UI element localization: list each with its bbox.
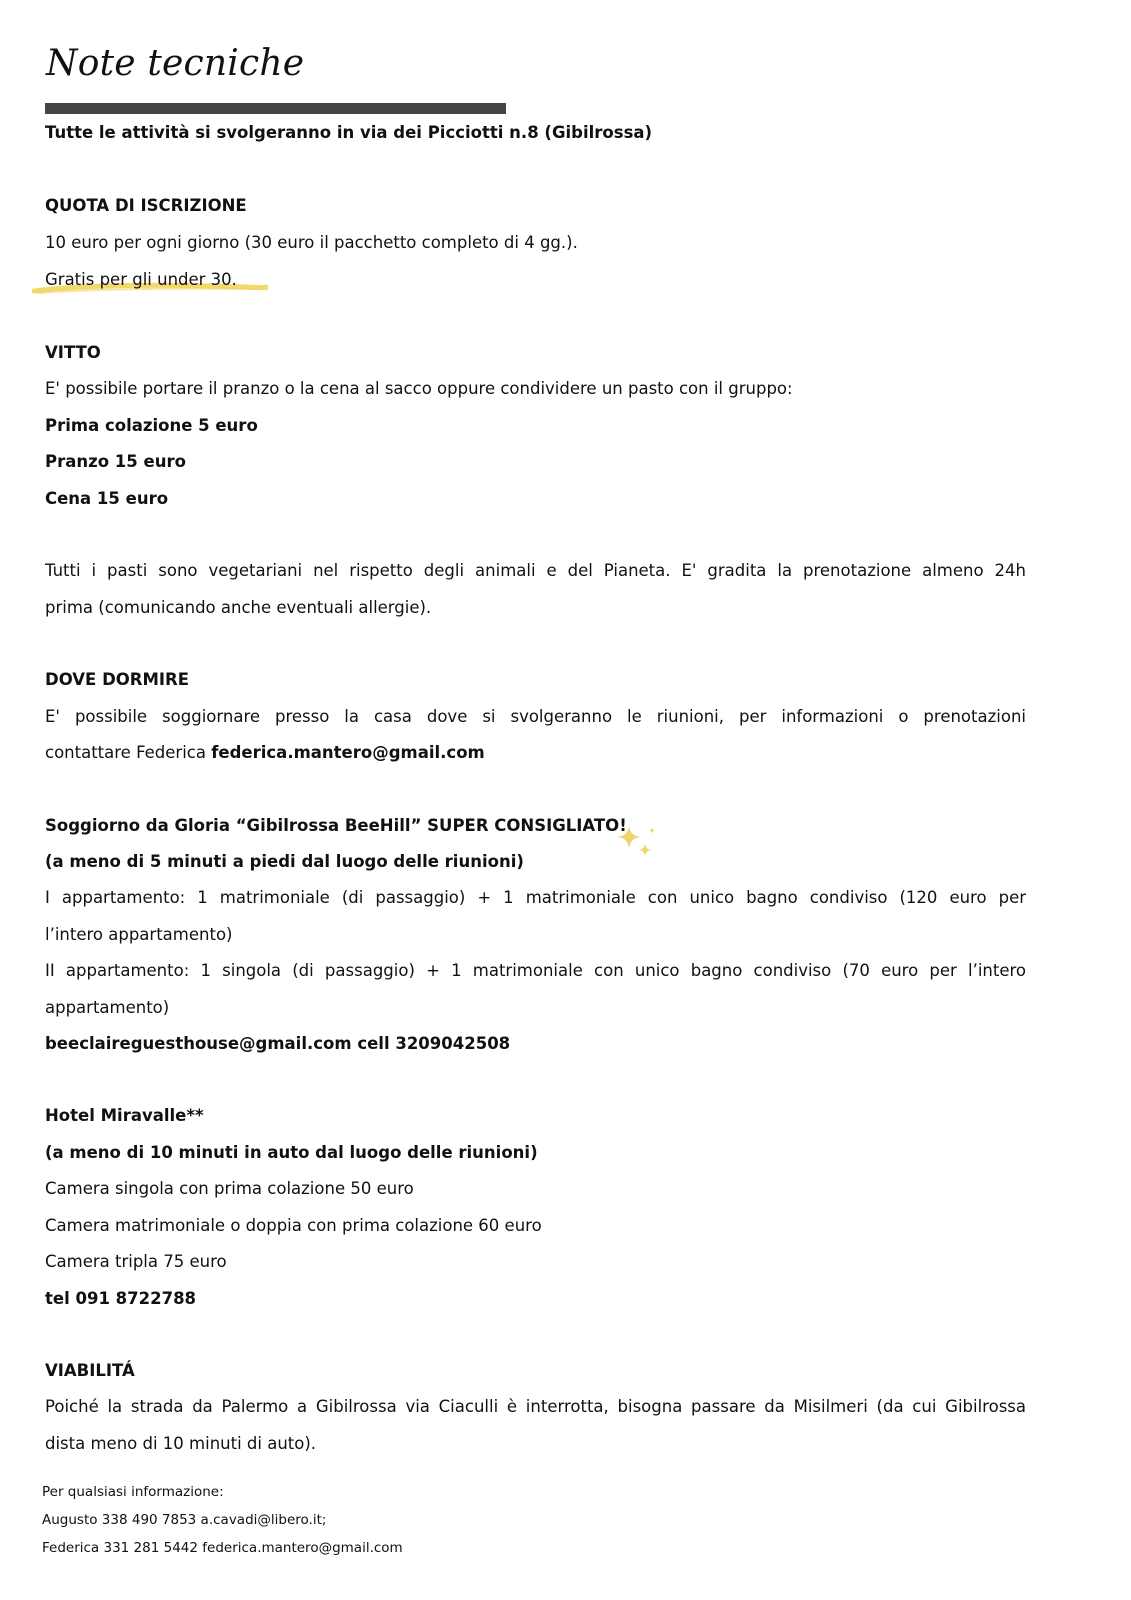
gloria-apt2-line-2: appartamento) [45, 998, 170, 1017]
hotel-room-singola: Camera singola con prima colazione 50 euro [45, 1179, 414, 1198]
footer-contact-augusto: Augusto 338 490 7853 a.cavadi@libero.it; [42, 1512, 327, 1528]
title-underline-bar [45, 103, 506, 114]
gloria-contact: beeclaireguesthouse@gmail.com cell 3209042508 [45, 1034, 511, 1053]
viabilita-heading: VIABILITÁ [45, 1361, 135, 1380]
vitto-item-pranzo: Pranzo 15 euro [45, 452, 186, 471]
footer-label: Per qualsiasi informazione: [42, 1484, 224, 1500]
gloria-apt1-line-2: l’intero appartamento) [45, 925, 233, 944]
vitto-intro: E' possibile portare il pranzo o la cena al sacco oppure condividere un pasto con il gruppo: [45, 379, 793, 398]
hotel-heading: Hotel Miravalle** [45, 1106, 204, 1125]
viabilita-line-1: Poiché la strada da Palermo a Gibilrossa via Ciaculli è interrotta, bisogna passare da Misilmeri (da cui Gibilrossa [45, 1397, 1026, 1416]
gloria-apt2-line-1: II appartamento: 1 singola (di passaggio) + 1 matrimoniale con unico bagno condiviso (70 euro per l’intero [45, 961, 1026, 980]
vitto-heading: VITTO [45, 343, 101, 362]
hotel-room-matrimoniale: Camera matrimoniale o doppia con prima colazione 60 euro [45, 1216, 542, 1235]
location-line: Tutte le attività si svolgeranno in via dei Picciotti n.8 (Gibilrossa) [45, 123, 653, 142]
gloria-apt1-line-1: I appartamento: 1 matrimoniale (di passaggio) + 1 matrimoniale con unico bagno condiviso (120 euro per [45, 888, 1026, 907]
page-title: Note tecniche [46, 43, 305, 84]
quota-heading: QUOTA DI ISCRIZIONE [45, 196, 247, 215]
vitto-note-line-2: prima (comunicando anche eventuali allergie). [45, 598, 432, 617]
vitto-item-cena: Cena 15 euro [45, 489, 169, 508]
quota-line-1: 10 euro per ogni giorno (30 euro il pacchetto completo di 4 gg.). [45, 233, 578, 252]
gloria-distance: (a meno di 5 minuti a piedi dal luogo delle riunioni) [45, 852, 524, 871]
hotel-room-tripla: Camera tripla 75 euro [45, 1252, 227, 1271]
dormire-line-1: E' possibile soggiornare presso la casa dove si svolgeranno le riunioni, per informazioni o prenotazioni [45, 707, 1026, 726]
gloria-heading: Soggiorno da Gloria “Gibilrossa BeeHill” SUPER CONSIGLIATO! [45, 816, 627, 835]
quota-line-2: Gratis per gli under 30. [45, 270, 237, 289]
dormire-email: federica.mantero@gmail.com [211, 743, 485, 762]
vitto-note-line-1: Tutti i pasti sono vegetariani nel rispetto degli animali e del Pianeta. E' gradita la prenotazione almeno 24h [45, 561, 1026, 580]
footer-contact-federica: Federica 331 281 5442 federica.mantero@gmail.com [42, 1540, 403, 1556]
sparkle-icon [615, 823, 660, 863]
dormire-heading: DOVE DORMIRE [45, 670, 190, 689]
hotel-distance: (a meno di 10 minuti in auto dal luogo delle riunioni) [45, 1143, 538, 1162]
dormire-line-2 [45, 741, 485, 765]
viabilita-line-2: dista meno di 10 minuti di auto). [45, 1434, 317, 1453]
dormire-contact-prefix: contattare Federica [45, 743, 212, 762]
vitto-item-colazione: Prima colazione 5 euro [45, 416, 258, 435]
hotel-phone: tel 091 8722788 [45, 1289, 197, 1308]
